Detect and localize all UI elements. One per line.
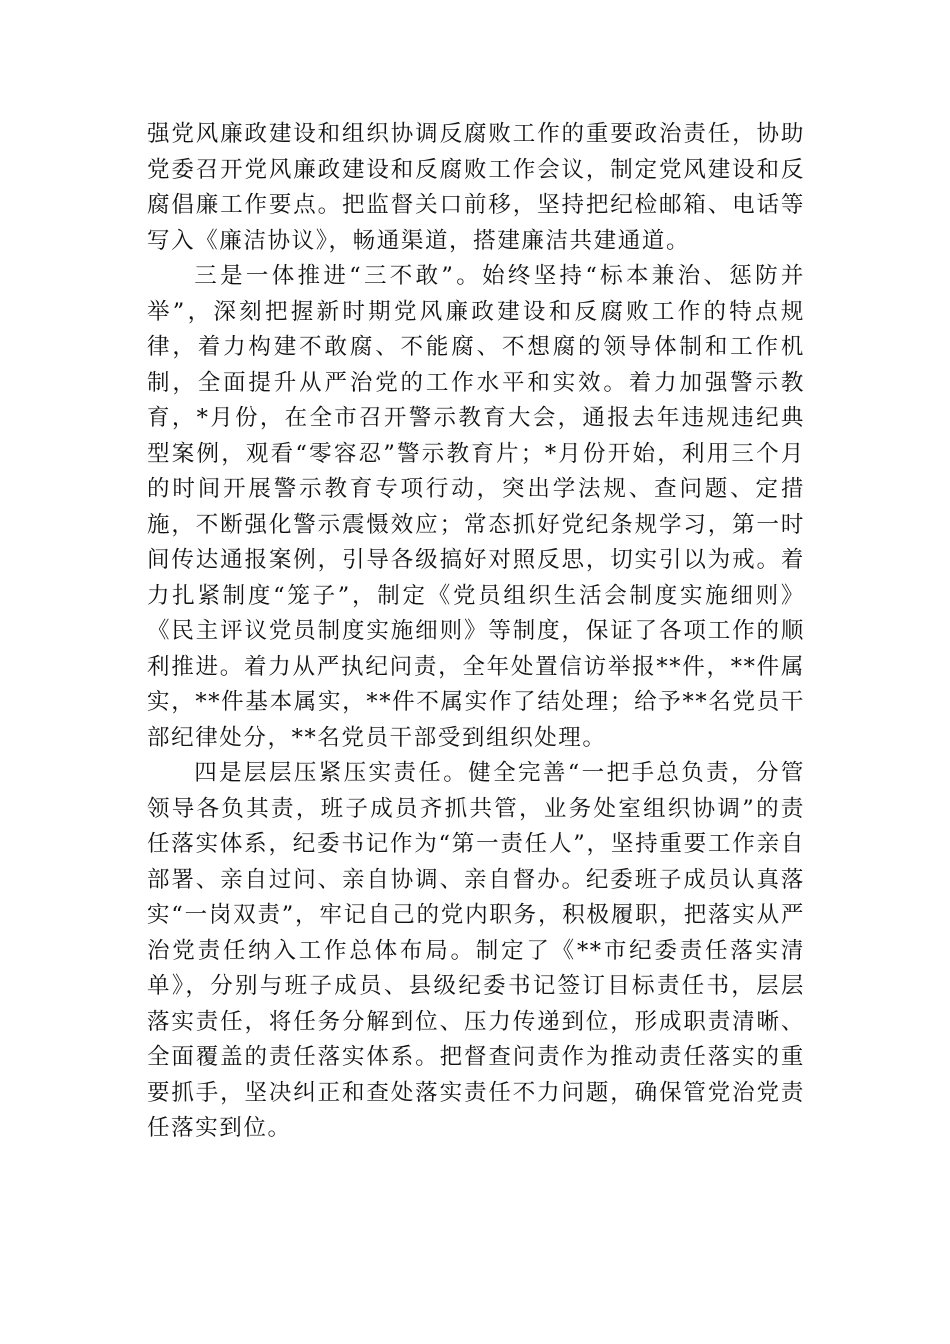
paragraph-continuation: 强党风廉政建设和组织协调反腐败工作的重要政治责任，协助党委召开党风廉政建设和反腐败工作会议，制定党风建设和反腐倡廉工作要点。把监督关口前移，坚持把纪检邮箱、电话等写入《廉洁协议》，畅通渠道，搭建廉洁共建通道。 xyxy=(147,121,805,254)
paragraph-three-no-dare: 三是一体推进“三不敢”。始终坚持“标本兼治、惩防并举”，深刻把握新时期党风廉政建设和反腐败工作的特点规律，着力构建不敢腐、不能腐、不想腐的领导体制和工作机制，全面提升从严治党的工作水平和实效。着力加强警示教育，*月份，在全市召开警示教育大会，通报去年违规违纪典型案例，观看“零容忍”警示教育片；*月份开始，利用三个月的时间开展警示教育专项行动，突出学法规、查问题、定措施，不断强化警示震慑效应；常态抓好党纪条规学习，第一时间传达通报案例，引导各级搞好对照反思，切实引以为戒。着力扎紧制度“笼子”，制定《党员组织生活会制度实施细则》《民主评议党员制度实施细则》等制度，保证了各项工作的顺利推进。着力从严执纪问责，全年处置信访举报**件，**件属实，**件基本属实，**件不属实作了结处理；给予**名党员干部纪律处分，**名党员干部受到组织处理。 xyxy=(147,263,805,751)
document-body xyxy=(147,117,805,1147)
paragraph-responsibility: 四是层层压紧压实责任。健全完善“一把手总负责，分管领导各负其责，班子成员齐抓共管，业务处室组织协调”的责任落实体系，纪委书记作为“第一责任人”，坚持重要工作亲自部署、亲自过问、亲自协调、亲自督办。纪委班子成员认真落实“一岗双责”，牢记自己的党内职务，积极履职，把落实从严治党责任纳入工作总体布局。制定了《**市纪委责任落实清单》，分别与班子成员、县级纪委书记签订目标责任书，层层落实责任，将任务分解到位、压力传递到位，形成职责清晰、全面覆盖的责任落实体系。把督查问责作为推动责任落实的重要抓手，坚决纠正和查处落实责任不力问题，确保管党治党责任落实到位。 xyxy=(147,760,805,1141)
